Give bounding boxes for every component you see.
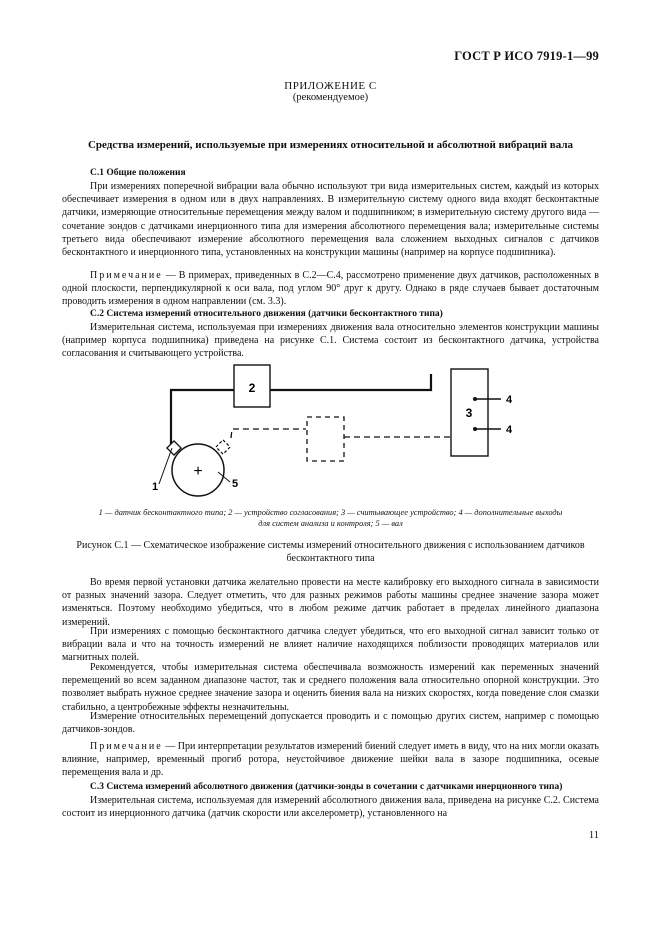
main-title: Средства измерений, используемые при измерениях относительной и абсолютной вибраций вала	[87, 139, 574, 151]
c1-note-text: — В примерах, приведенных в С.2—С.4, рассмотрено применение двух датчиков, расположенных в одной плоскости, перпендикулярной к оси вала, под углом 90° друг к другу. Однако в ряде случаев бывает достаточным проводить измерения в одном направлении (см. 3.3).	[62, 270, 599, 308]
c1-note	[62, 269, 599, 309]
second-probe-wire-dashed	[231, 429, 306, 438]
c1-paragraph	[62, 180, 599, 259]
label-2: 2	[248, 381, 256, 395]
label-4b: 4	[506, 424, 513, 436]
appendix-title: ПРИЛОЖЕНИЕ С	[284, 80, 377, 92]
c3-paragraph-text: Измерительная система, используемая для измерений абсолютного движения вала, приведена на рисунке С.2. Система состоит из инерционного датчика (датчик скорости или акселерометр), установленного на	[62, 795, 599, 820]
label-1: 1	[152, 481, 159, 493]
body-paragraph-3-text: Рекомендуется, чтобы измерительная система обеспечивала возможность измерений как переменных значений перемещений во всем заданном диапазоне частот, так и среднего положения вала относительно опорной конструкции. Это позволяет выбрать нужное среднее значение зазора и оценить биения вала на низких скоростях, когда поведение слоя смазки стабильно, а центробежные эффекты незначительны.	[62, 662, 599, 713]
leader-line-1	[159, 448, 172, 484]
c1-paragraph-text: При измерениях поперечной вибрации вала обычно используют три вида измерительных систем, каждый из которых обеспечивает измерения в одном или в двух направлениях. В измерительную систему одного вида входят бесконтактные датчики, измеряющие относительные перемещения между валом и подшипником; в измерительную систему другого вида — сочетание зондов с датчиками инерционного типа для измерения абсолютного перемещения вала; измерительные системы третьего вида обеспечивают измерение абсолютного перемещения вала сложением выходных сигналов с датчиков бесконтактного и инерционного типа, установленных на конструкции машины (например на корпусе подшипника).	[62, 181, 599, 259]
section-c1-heading: С.1 Общие положения	[90, 168, 186, 178]
shaft-center-mark: +	[193, 463, 203, 480]
appendix-subtitle: (рекомендуемое)	[292, 92, 369, 103]
label-5: 5	[232, 478, 239, 490]
figure-c1-diagram	[140, 360, 530, 505]
body-paragraph-1	[62, 576, 599, 629]
output-dot-2	[473, 427, 477, 431]
second-conditioner-box-dashed	[307, 417, 344, 461]
figure-legend	[62, 507, 599, 529]
probe-to-conditioner-wire	[171, 390, 234, 445]
c2-paragraph-text: Измерительная система, используемая при измерениях движения вала относительно элементов конструкции машины (например корпуса подшипника) приведена на рисунке С.1. Система состоит из бесконтактного датчика, устройства согласования и считывающего устройства.	[62, 322, 599, 360]
body-paragraph-1-text: Во время первой установки датчика желательно провести на месте калибровку его выходного сигнала в зависимости от разных значений зазора. Следует отметить, что для разных режимов работы машины среднее значение зазора может изменяться. Поэтому необходимо убедиться, что в любом режиме датчик работает в пределах линейного диапазона измерений.	[62, 577, 599, 628]
note-label: Примечание	[90, 270, 163, 281]
note-label: Примечание	[90, 741, 163, 752]
figure-legend-line-1: 1 — датчик бесконтактного типа; 2 — устройство согласования; 3 — считывающее устройство; 4 — дополнительные выходы	[98, 508, 563, 517]
body-paragraph-4	[62, 710, 599, 736]
probe-secondary-dashed	[216, 440, 230, 454]
figure-legend-line-2: для систем анализа и контроля; 5 — вал	[258, 519, 403, 528]
c2-paragraph	[62, 321, 599, 361]
conditioner-to-readout-wire	[270, 374, 431, 390]
output-dot-1	[473, 397, 477, 401]
body-note	[62, 740, 599, 780]
body-paragraph-2-text: При измерениях с помощью бесконтактного датчика следует убедиться, что его выходной сигнал зависит только от вибрации вала и что на точность измерений не влияет наличие находящихся поблизости проводящих материалов или магнитных полей.	[62, 626, 599, 664]
c3-paragraph	[62, 794, 599, 820]
body-note-text: — При интерпретации результатов измерений биений следует иметь в виду, что на них могли оказать влияние, например, временный прогиб ротора, неустойчивое движение шейки вала в зазоре подшипника, осевые перемещения вала и др.	[62, 741, 599, 779]
body-paragraph-2	[62, 625, 599, 665]
section-c2-heading: С.2 Система измерений относительного движения (датчики бесконтактного типа)	[90, 309, 443, 319]
section-c3-heading: С.3 Система измерений абсолютного движения (датчики-зонды в сочетании с датчиками инерционного типа)	[90, 782, 563, 792]
label-3: 3	[465, 406, 473, 420]
page-number: 11	[588, 830, 599, 841]
standard-number: ГОСТ Р ИСО 7919-1—99	[454, 49, 599, 63]
body-paragraph-4-text: Измерение относительных перемещений допускается проводить и с помощью других систем, например с помощью датчиков-зондов.	[62, 711, 599, 736]
body-paragraph-3	[62, 661, 599, 714]
figure-title: Рисунок С.1 — Схематическое изображение системы измерений относительного движения с использованием датчиков бесконтактного типа	[76, 540, 585, 564]
label-4a: 4	[506, 394, 513, 406]
